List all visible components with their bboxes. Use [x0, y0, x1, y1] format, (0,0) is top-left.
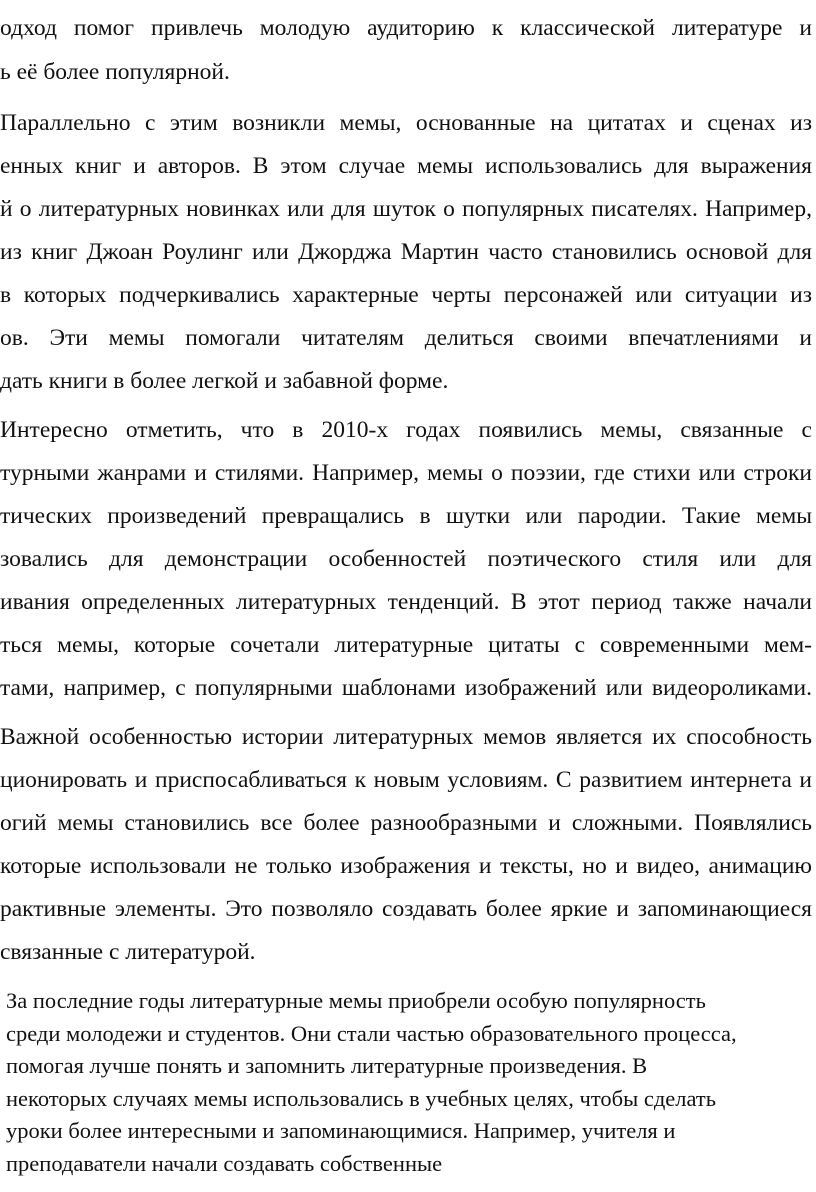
text-line: ов. Эти мемы помогали читателям делиться своими впечатлениями и — [0, 325, 812, 351]
text-line: из книг Джоан Роулинг или Джорджа Мартин часто становились основой для — [0, 239, 812, 265]
text-line: среди молодежи и студентов. Они стали частью образовательного процесса, — [6, 1021, 737, 1046]
text-line: Параллельно с этим возникли мемы, основанные на цитатах и сценах из — [0, 110, 812, 136]
text-line: зовались для демонстрации особенностей поэтического стиля или для — [0, 546, 812, 572]
text-line: в которых подчеркивались характерные черты персонажей или ситуации из — [0, 282, 812, 308]
text-line: преподаватели начали создавать собственные — [6, 1151, 443, 1176]
text-line: ться мемы, которые сочетали литературные цитаты с современными мем- — [0, 632, 812, 658]
text-line: помогая лучше понять и запомнить литературные произведения. В — [6, 1053, 648, 1078]
text-line: одход помог привлечь молодую аудиторию к классической литературе и — [0, 15, 812, 41]
text-line: енных книг и авторов. В этом случае мемы использовались для выражения — [0, 153, 812, 179]
text-line: огий мемы становились все более разнообразными и сложными. Появлялись — [0, 810, 812, 836]
text-line: связанные с литературой. — [0, 939, 256, 965]
text-line: ционировать и приспосабливаться к новым условиям. С развитием интернета и — [0, 767, 812, 793]
text-line: й о литературных новинках или для шуток о популярных писателях. Например, — [0, 196, 812, 222]
text-line: тами, например, с популярными шаблонами изображений или видеороликами. — [0, 675, 812, 701]
text-line: Важной особенностью истории литературных мемов является их способность — [0, 724, 812, 750]
text-line: За последние годы литературные мемы приобрели особую популярность — [6, 988, 706, 1013]
text-line: ь её более популярной. — [0, 59, 230, 85]
text-line: тических произведений превращались в шутки или пародии. Такие мемы — [0, 503, 812, 529]
text-line: ивания определенных литературных тенденций. В этот период также начали — [0, 589, 812, 615]
text-line: уроки более интересными и запоминающимися. Например, учителя и — [6, 1118, 676, 1143]
text-line: рактивные элементы. Это позволяло создавать более яркие и запоминающиеся — [0, 896, 812, 922]
text-line: Интересно отметить, что в 2010-х годах появились мемы, связанные с — [0, 417, 812, 443]
text-line: некоторых случаях мемы использовались в учебных целях, чтобы сделать — [6, 1086, 716, 1111]
text-line: турными жанрами и стилями. Например, мемы о поэзии, где стихи или строки — [0, 460, 812, 486]
text-line: дать книги в более легкой и забавной форме. — [0, 368, 449, 394]
text-line: которые использовали не только изображения и тексты, но и видео, анимацию — [0, 853, 812, 879]
